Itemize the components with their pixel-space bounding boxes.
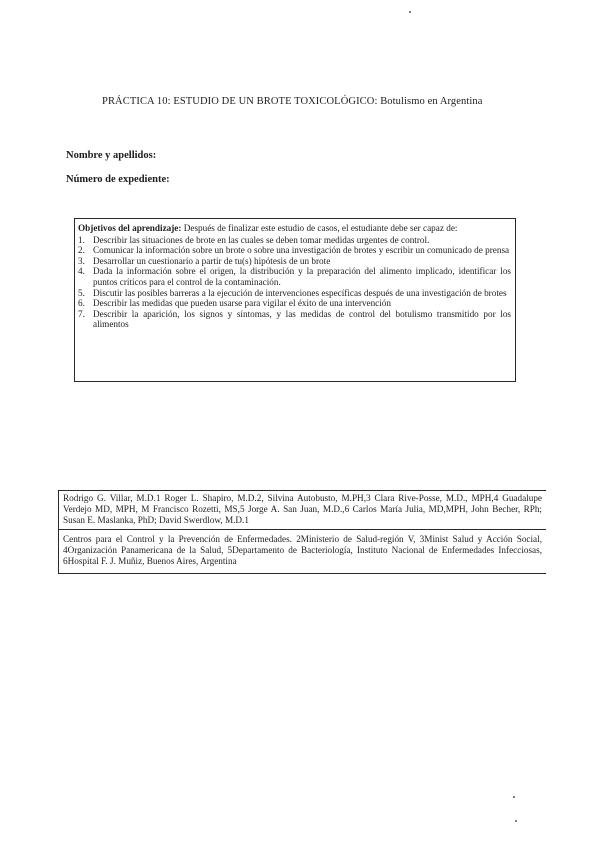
objective-item bbox=[78, 309, 511, 330]
objective-item bbox=[78, 288, 511, 299]
objective-number: 7. bbox=[78, 308, 85, 319]
affiliations-text: Centros para el Control y la Prevención de Enfermedades. 2Ministerio de Salud-región V, 3Minist Salud y Acción Social, 4Organización Panamericana de la Salud, 5Departamento de Bacteriología, Instituto Nacional de Enfermedades Infecciosas, 6Hospital F. J. Muñiz, Buenos Aires, Argentina bbox=[63, 534, 542, 566]
objective-number: 2. bbox=[78, 245, 85, 256]
objectives-list bbox=[78, 235, 511, 330]
authors-divider bbox=[59, 529, 546, 530]
objective-number: 4. bbox=[78, 266, 85, 277]
name-field-label: Nombre y apellidos: bbox=[66, 150, 157, 161]
objective-text: Comunicar la información sobre un brote o sobre una investigación de brotes y escribir un comunicado de prensa bbox=[93, 245, 510, 256]
title-subtitle: Botulismo en Argentina bbox=[380, 96, 483, 107]
objective-number: 5. bbox=[78, 287, 85, 298]
objective-item bbox=[78, 245, 511, 256]
objectives-heading: Objetivos del aprendizaje: bbox=[78, 223, 182, 233]
objective-number: 6. bbox=[78, 298, 85, 309]
objectives-box bbox=[74, 218, 516, 382]
objective-text: Describir las medidas que pueden usarse para vigilar el éxito de una intervención bbox=[93, 298, 391, 309]
file-number-field-label: Número de expediente: bbox=[66, 174, 170, 185]
page-title bbox=[102, 96, 483, 107]
objective-number: 1. bbox=[78, 234, 85, 245]
authors-box bbox=[58, 490, 546, 574]
objective-number: 3. bbox=[78, 255, 85, 266]
objective-item bbox=[78, 266, 511, 287]
scan-speck bbox=[409, 11, 411, 13]
objective-text: Describir la aparición, los signos y síntomas, y las medidas de control del botulismo transmitido por los alimentos bbox=[93, 308, 511, 330]
objective-item bbox=[78, 256, 511, 267]
scan-speck bbox=[513, 796, 515, 798]
objective-text: Describir las situaciones de brote en las cuales se deben tomar medidas urgentes de control. bbox=[93, 234, 430, 245]
objectives-lead-text: Después de finalizar este estudio de casos, el estudiante debe ser capaz de: bbox=[183, 223, 458, 233]
objective-item bbox=[78, 298, 511, 309]
scan-speck bbox=[515, 820, 517, 822]
title-main: PRÁCTICA 10: ESTUDIO DE UN BROTE TOXICOLÓGICO: bbox=[102, 96, 378, 107]
author-list: Rodrigo G. Villar, M.D.1 Roger L. Shapiro, M.D.2, Silvina Autobusto, M.PH,3 Clara Rive-Posse, M.D., MPH,4 Guadalupe Verdejo MD, MPH, M Francisco Rozetti, MS,5 Jorge A. San Juan, M.D.,6 Carlos María Julia, MD,MPH, John Becher, RPh; Susan E. Maslanka, PhD; David Swerdlow, M.D.1 bbox=[63, 493, 542, 525]
objectives-intro bbox=[78, 223, 511, 234]
objective-text: Dada la información sobre el origen, la distribución y la preparación del alimento implicado, identificar los puntos críticos para el control de la contaminación. bbox=[93, 266, 511, 287]
objective-text: Discutir las posibles barreras a la ejecución de intervenciones específicas después de una investigación de brotes bbox=[93, 287, 507, 298]
objective-item bbox=[78, 235, 511, 246]
objective-text: Desarrollar un cuestionario a partir de tu(s) hipótesis de un brote bbox=[93, 255, 331, 266]
